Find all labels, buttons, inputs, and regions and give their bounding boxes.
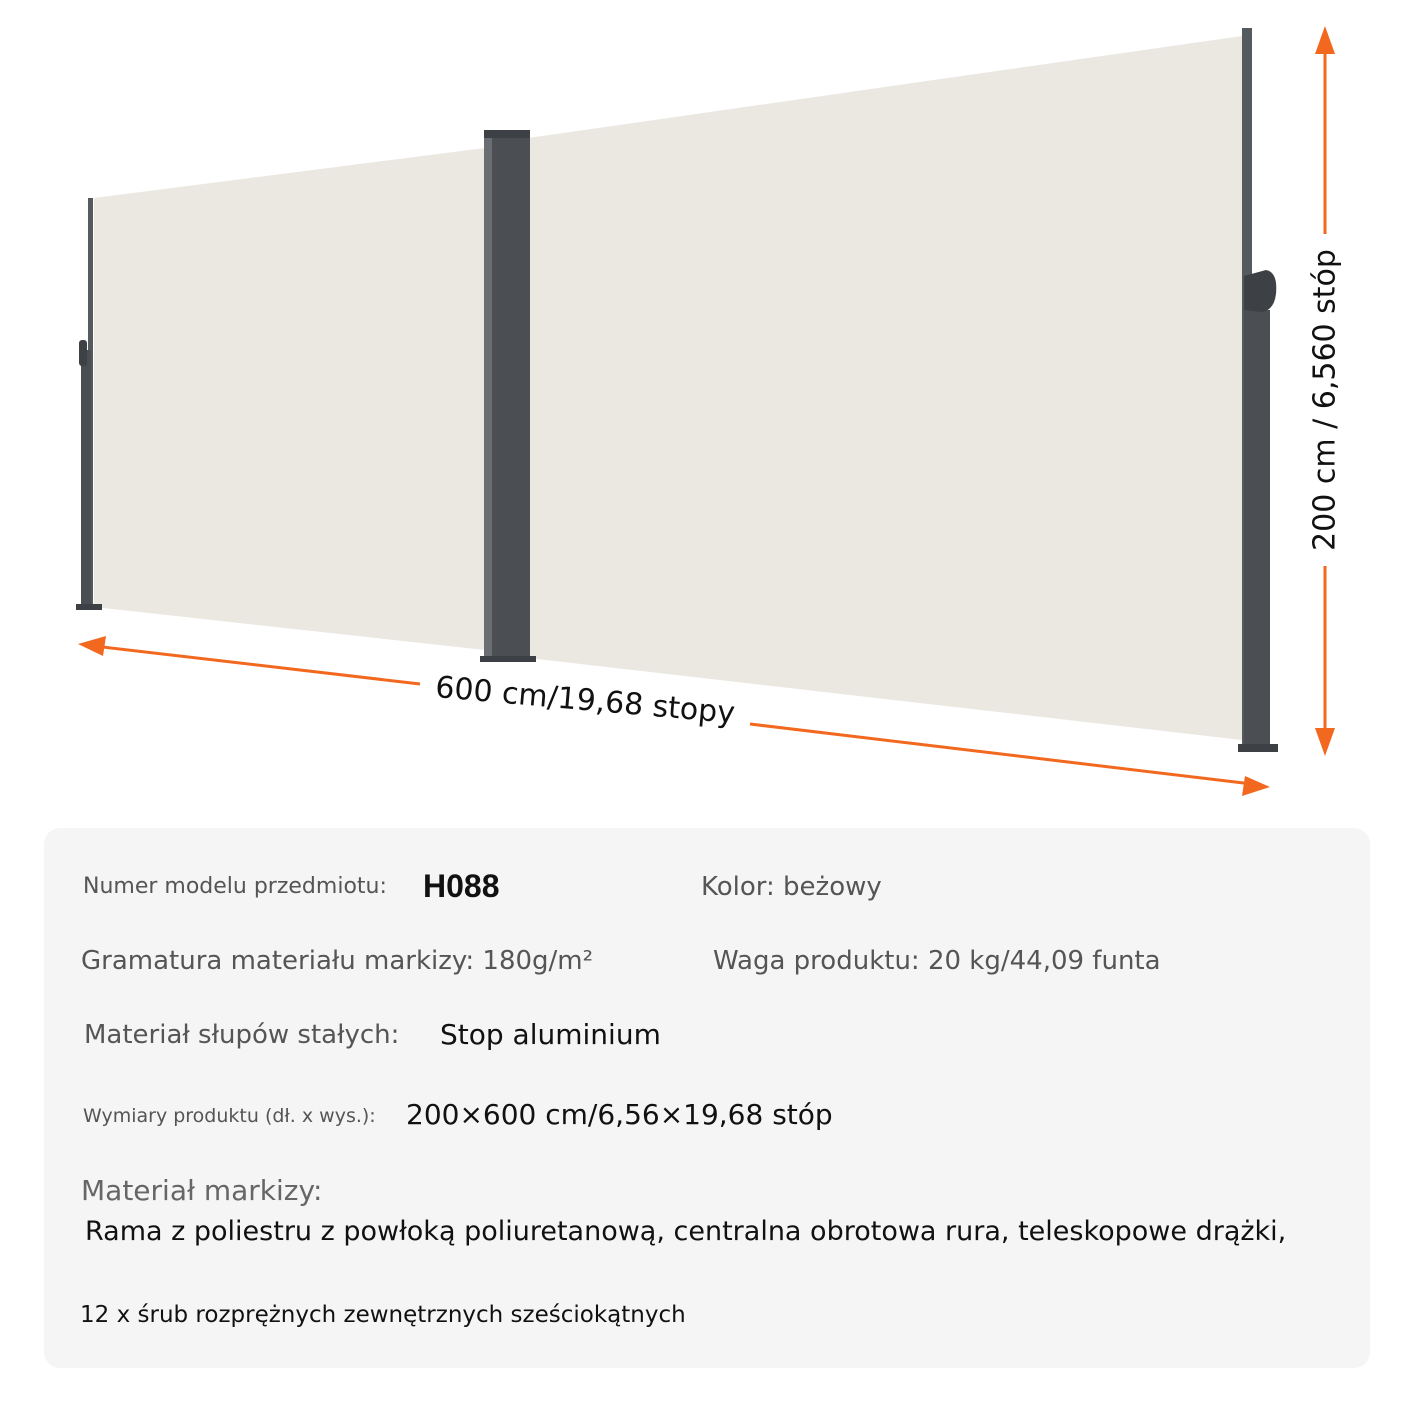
central-cassette-edge [484, 134, 492, 658]
dimensions-label: Wymiary produktu (dł. x wys.): [83, 1105, 376, 1127]
left-post-handle [79, 340, 87, 366]
awning-material-label: Materiał markizy: [81, 1174, 323, 1207]
width-dimension-label: 600 cm/19,68 stopy [433, 670, 737, 732]
awning-material-value: Rama z poliestru z powłoką poliuretanową, centralna obrotowa rura, teleskopowe drążki, [85, 1216, 1287, 1247]
screws-spec: 12 x śrub rozprężnych zewnętrznych sześciokątnych [80, 1302, 686, 1328]
left-post-lower [81, 350, 91, 608]
right-post-handle [1244, 270, 1276, 312]
model-number-label: Numer modelu przedmiotu: [83, 874, 387, 899]
width-arrow-left-head [78, 636, 106, 656]
dimensions-value: 200×600 cm/6,56×19,68 stóp [406, 1098, 833, 1131]
model-number-value: H088 [423, 868, 500, 904]
right-screen-panel [528, 36, 1242, 740]
width-arrow-right-line [750, 724, 1252, 784]
post-material-value: Stop aluminium [440, 1018, 661, 1051]
product-weight-spec: Waga produktu: 20 kg/44,09 funta [713, 946, 1161, 976]
right-post-lower [1244, 310, 1270, 748]
left-screen-panel [94, 148, 485, 650]
height-arrow-top-head [1315, 26, 1335, 54]
fabric-weight-spec: Gramatura materiału markizy: 180g/m² [81, 946, 594, 976]
post-material-label: Materiał słupów stałych: [84, 1020, 400, 1050]
height-dimension-label: 200 cm / 6,560 stóp [1307, 249, 1343, 551]
central-cassette-base [480, 656, 536, 662]
color-spec: Kolor: beżowy [701, 872, 882, 902]
height-arrow-bottom-head [1315, 728, 1335, 756]
right-post-foot [1238, 744, 1278, 752]
width-arrow-right-head [1242, 776, 1270, 796]
width-arrow-left-line [94, 646, 420, 684]
left-post-foot [76, 604, 102, 610]
central-cassette-top [484, 130, 530, 138]
